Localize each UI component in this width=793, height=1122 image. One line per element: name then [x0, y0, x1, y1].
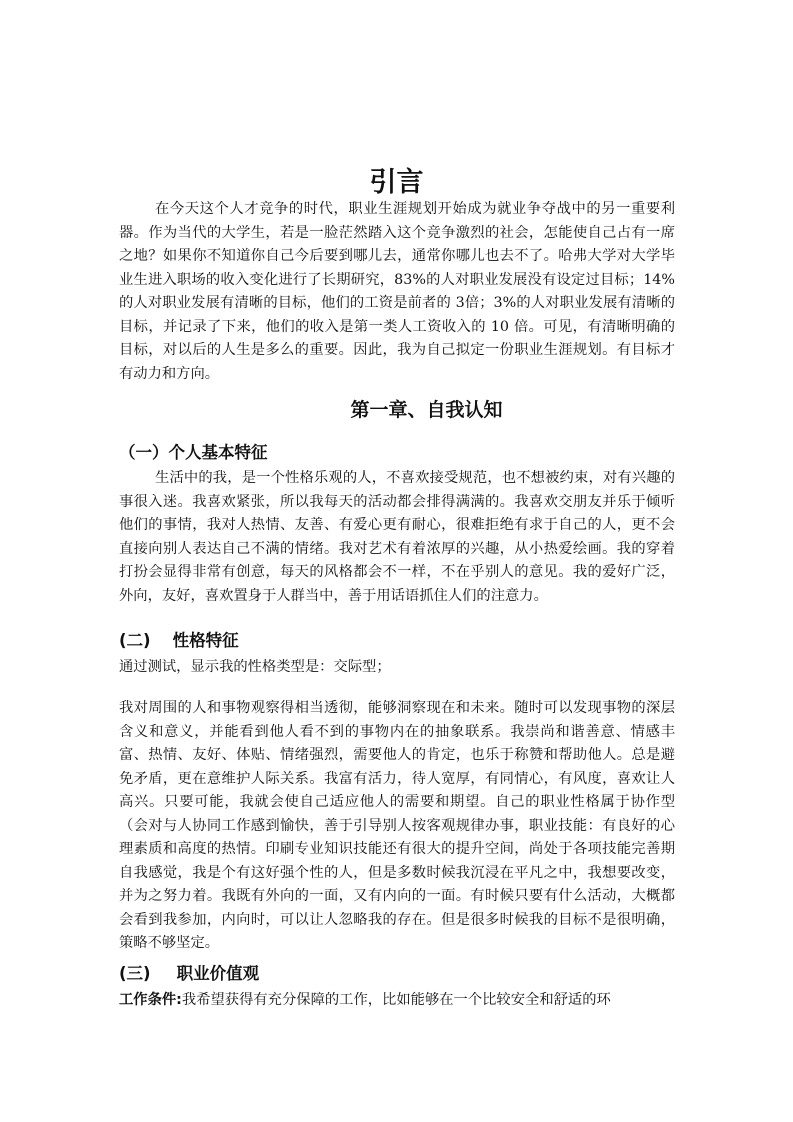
basic-traits-paragraph: 生活中的我，是一个性格乐观的人，不喜欢接受规范，也不想被约束，对有兴趣的事很入迷。我喜欢紧张，所以我每天的活动都会排得满满的。我喜欢交朋友并乐于倾听他们的事情，我对人热情、友善、有爱心更有耐心，很难拒绝有求于自己的人，更不会直接向别人表达自己不满的情绪。我对艺术有着浓厚的兴趣，从小热爱绘画。我的穿着打扮会显得非常有创意，每天的风格都会不一样，不在乎别人的意见。我的爱好广泛，外向，友好，喜欢置身于人群当中，善于用话语抓住人们的注意力。 [119, 470, 675, 604]
test-result-line: 通过测试，显示我的性格类型是：交际型； [119, 659, 391, 675]
intro-title: 引言 [369, 167, 424, 198]
section-heading-personality [119, 627, 239, 651]
work-conditions-text: 我希望获得有充分保障的工作，比如能够在一个比较安全和舒适的环 [181, 992, 611, 1008]
section-number: (三) [119, 964, 151, 983]
work-conditions-label: 工作条件: [119, 992, 182, 1008]
section-heading-basic-traits: （一）个人基本特征 [119, 443, 268, 462]
work-conditions-line [119, 989, 611, 1013]
section-heading-text: 性格特征 [172, 631, 239, 650]
personality-paragraph: 我对周围的人和事物观察得相当透彻，能够洞察现在和未来。随时可以发现事物的深层含义和意义，并能看到他人看不到的事物内在的抽象联系。我崇尚和谐善意、情感丰富、热情、友好、体贴、情绪强烈，需要他人的肯定，也乐于称赞和帮助他人。总是避免矛盾，更在意维护人际关系。我富有活力，待人宽厚，有同情心，有风度，喜欢让人高兴。只要可能，我就会使自己适应他人的需要和期望。自己的职业性格属于协作型（会对与人协同工作感到愉快，善于引导别人按客观规律办事，职业技能：有良好的心理素质和高度的热情。印刷专业知识技能还有很大的提升空间，尚处于各项技能完善期 自我感觉，我是个有这好强个性的人，但是多数时候我沉浸在平凡之中，我想要改变，并为之努力着。我既有外向的一面，又有内向的一面。有时候只要有什么活动，大概都会看到我参加，内向时，可以让人忽略我的存在。但是很多时候我的目标不是很明确，策略不够坚定。 [119, 700, 704, 951]
section-heading-text: 职业价值观 [176, 964, 260, 983]
section-heading-values [119, 960, 259, 984]
chapter-title: 第一章、自我认知 [350, 399, 503, 421]
intro-paragraph: 在今天这个人才竞争的时代，职业生涯规划开始成为就业争夺战中的另一重要利器。作为当代的大学生，若是一脸茫然踏入这个竞争激烈的社会，怎能使自己占有一席之地？如果你不知道你自己今后要到哪儿去，通常你哪儿也去不了。哈弗大学对大学毕业生进入职场的收入变化进行了长期研究，83%的人对职业发展没有设定过目标；14%的人对职业发展有清晰的目标，他们的工资是前者的 3倍；3%的人对职业发展有清晰的目标，并记录了下来，他们的收入是第一类人工资收入的 10 倍。可见，有清晰明确的目标，对以后的人生是多么的重要。因此，我为自己拟定一份职业生涯规划。有目标才有动力和方向。 [119, 201, 675, 382]
section-number: (二) [119, 631, 151, 650]
